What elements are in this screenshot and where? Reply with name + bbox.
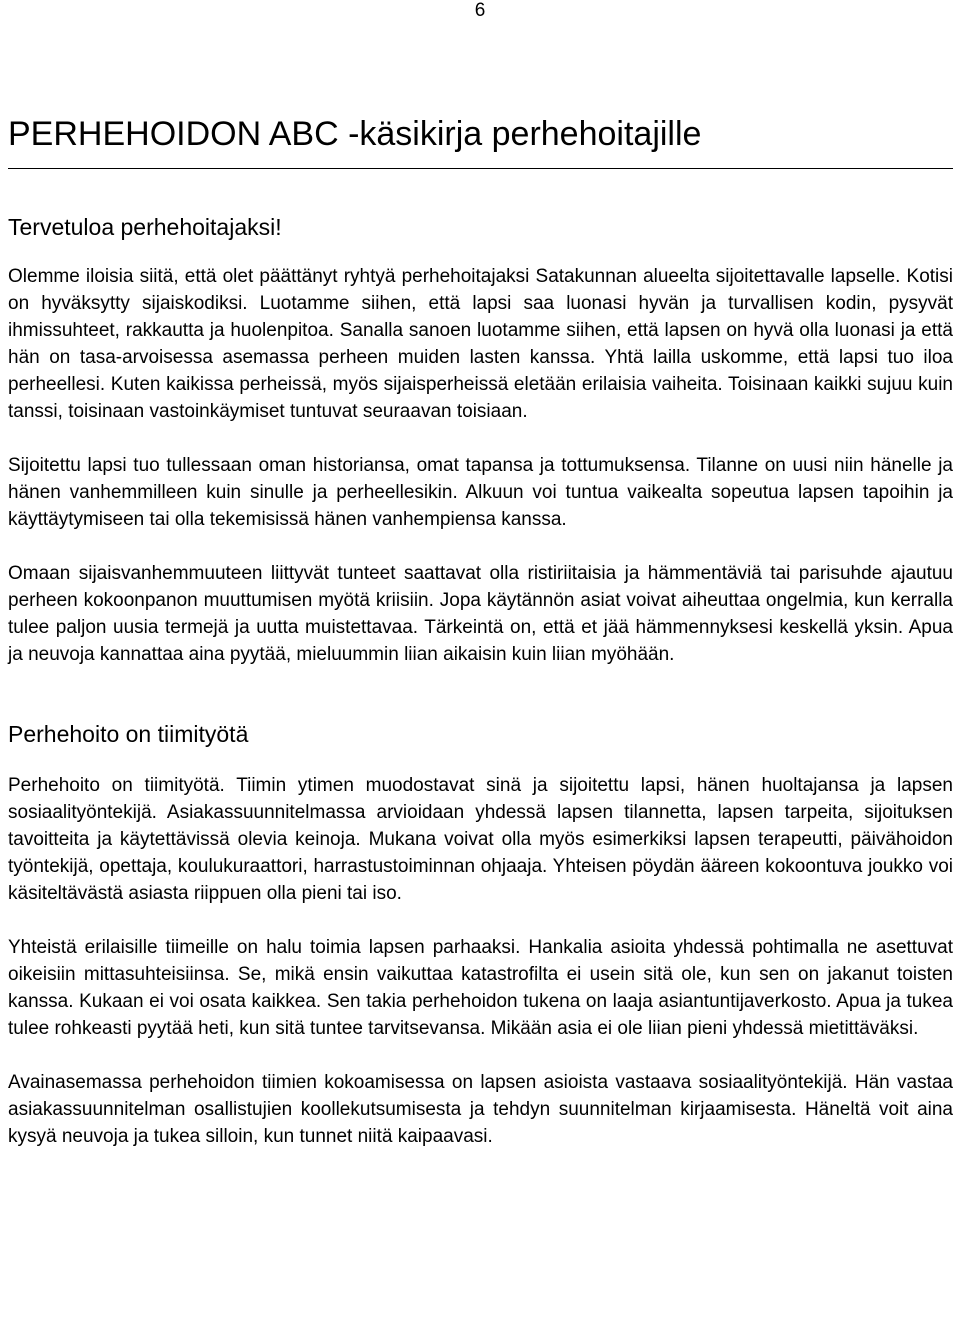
section-paragraph-2: Yhteistä erilaisille tiimeille on halu toimia lapsen parhaaksi. Hankalia asioita yhdessä pohtimalla ne asettuvat oikeisiin mittasuhteisiinsa. Se, mikä ensin vaikuttaa katastrofilta ei usein sitä ole, kun sen on jakanut toisten kanssa. Kukaan ei voi osata kaikkea. Sen takia perhehoidon tukena on laaja asiantuntijaverkosto. Apua ja tukea tulee rohkeasti pyytää heti, kun sitä tuntee tarvitsevansa. Mikään asia ei ole liian pieni yhdessä mietittäväksi. [8,937,953,1039]
document-title: PERHEHOIDON ABC -käsikirja perhehoitajille [8,114,953,169]
intro-paragraph-3: Omaan sijaisvanhemmuuteen liittyvät tunteet saattavat olla ristiriitaisia ja hämmentäviä tai parisuhde ajautuu perheen kokoonpanon muuttumisen myötä kriisiin. Jopa käytännön asiat voivat aiheuttaa ongelmia, kun kerralla tulee paljon uusia termejä ja uutta muistettavaa. Tärkeintä on, että et jää hämmennyksesi keskellä yksin. Apua ja neuvoja kannattaa aina pyytää, mieluummin liian aikaisin kuin liian myöhään. [8,563,953,665]
section-paragraph-3: Avainasemassa perhehoidon tiimien kokoamisessa on lapsen asioista vastaava sosiaalityöntekijä. Hän vastaa asiakassuunnitelman osallistujien koollekutsumisesta ja tehdyn suunnitelman kirjaamisesta. Häneltä voit aina kysyä neuvoja ja tukea silloin, kun tunnet niitä kaipaavasi. [8,1072,953,1147]
section-paragraph-1: Perhehoito on tiimityötä. Tiimin ytimen muodostavat sinä ja sijoitettu lapsi, hänen huoltajansa ja lapsen sosiaalityöntekijä. Asiakassuunnitelmassa arvioidaan yhdessä lapsen tilannetta, lapsen tarpeita, sijoituksen tavoitteita ja käytettävissä olevia keinoja. Mukana voivat olla myös esimerkiksi lapsen terapeutti, päivähoidon työntekijä, opettaja, koulukuraattori, harrastustoiminnan ohjaaja. Yhteisen pöydän ääreen kokoontuva joukko voi käsiteltävästä asiasta riippuen olla pieni tai iso. [8,775,953,904]
welcome-heading: Tervetuloa perhehoitajaksi! [8,214,282,240]
document-body [8,114,953,1150]
intro-paragraph-1: Olemme iloisia siitä, että olet päättänyt ryhtyä perhehoitajaksi Satakunnan alueelta sijoitettavalle lapselle. Kotisi on hyväksytty sijaiskodiksi. Luotamme siihen, että lapsi saa luonasi hyvän ja turvallisen kodin, pysyvät ihmissuhteet, rakkautta ja huolenpitoa. Sanalla sanoen luotamme siihen, että lapsen on hyvä olla luonasi ja että hän on tasa-arvoisessa asemassa perheen muiden lasten kanssa. Yhtä lailla uskomme, että lapsi tuo iloa perheellesi. Kuten kaikissa perheissä, myös sijaisperheissä eletään erilaisia vaiheita. Toisinaan kaikki sujuu kuin tanssi, toisinaan vastoinkäymiset tuntuvat seuraavan toisiaan. [8,266,953,422]
section-heading: Perhehoito on tiimityötä [8,721,249,747]
page-number: 6 [474,0,486,21]
intro-paragraph-2: Sijoitettu lapsi tuo tullessaan oman historiansa, omat tapansa ja tottumuksensa. Tilanne on uusi niin hänelle ja hänen vanhemmilleen kuin sinulle ja perheellesikin. Alkuun voi tuntua vaikealta sopeutua lapsen tapoihin ja käyttäytymiseen tai olla tekemisissä hänen vanhempiensa kanssa. [8,455,953,530]
